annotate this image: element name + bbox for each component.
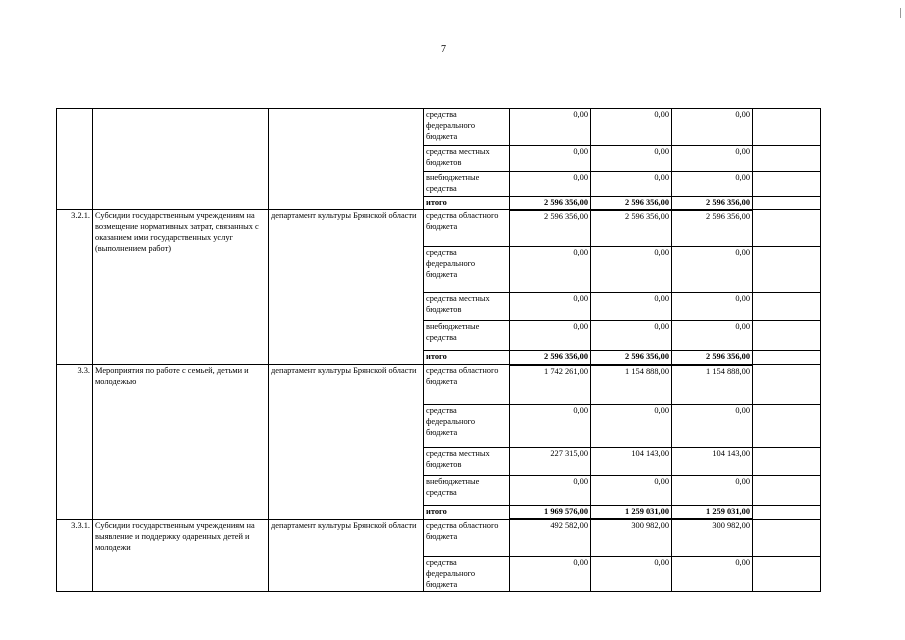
amount-year-1-cell: 2 596 356,00 [510, 210, 591, 247]
amount-year-2-cell: 1 259 031,00 [591, 506, 672, 519]
executor-cell [269, 109, 424, 210]
amount-year-3-cell: 2 596 356,00 [672, 351, 753, 365]
funding-source-cell: внебюджетные средства [424, 172, 510, 197]
table-row [57, 109, 821, 146]
empty-cell [753, 293, 821, 321]
amount-year-3-cell: 0,00 [672, 172, 753, 197]
amount-year-1-cell: 1 969 576,00 [510, 506, 591, 519]
funding-source-cell: средства областного бюджета [424, 519, 510, 556]
amount-year-1-cell: 2 596 356,00 [510, 351, 591, 365]
amount-year-1-cell: 0,00 [510, 293, 591, 321]
amount-year-1-cell: 2 596 356,00 [510, 197, 591, 210]
empty-cell [753, 519, 821, 556]
amount-year-3-cell: 0,00 [672, 146, 753, 172]
funding-source-cell: внебюджетные средства [424, 321, 510, 351]
funding-source-cell: средства местных бюджетов [424, 293, 510, 321]
amount-year-2-cell: 2 596 356,00 [591, 210, 672, 247]
amount-year-2-cell: 2 596 356,00 [591, 351, 672, 365]
funding-source-cell: средства федерального бюджета [424, 556, 510, 591]
page-edge-mark [900, 8, 901, 18]
executor-cell: департамент культуры Брянской области [269, 519, 424, 591]
empty-cell [753, 351, 821, 365]
amount-year-1-cell: 0,00 [510, 172, 591, 197]
amount-year-2-cell: 300 982,00 [591, 519, 672, 556]
amount-year-1-cell: 0,00 [510, 556, 591, 591]
funding-source-cell: средства федерального бюджета [424, 109, 510, 146]
empty-cell [753, 321, 821, 351]
funding-source-cell: средства местных бюджетов [424, 448, 510, 476]
funding-source-cell: средства местных бюджетов [424, 146, 510, 172]
empty-cell [753, 197, 821, 210]
funding-source-cell: средства областного бюджета [424, 365, 510, 405]
amount-year-3-cell: 104 143,00 [672, 448, 753, 476]
amount-year-1-cell: 0,00 [510, 146, 591, 172]
amount-year-3-cell: 0,00 [672, 405, 753, 448]
budget-table [56, 108, 821, 592]
funding-source-cell: средства федерального бюджета [424, 405, 510, 448]
amount-year-3-cell: 1 259 031,00 [672, 506, 753, 519]
executor-cell: департамент культуры Брянской области [269, 365, 424, 519]
empty-cell [753, 448, 821, 476]
empty-cell [753, 172, 821, 197]
amount-year-2-cell: 0,00 [591, 172, 672, 197]
funding-source-cell: средства федерального бюджета [424, 247, 510, 293]
amount-year-3-cell: 0,00 [672, 556, 753, 591]
amount-year-3-cell: 0,00 [672, 321, 753, 351]
empty-cell [753, 506, 821, 519]
row-number-cell: 3.3. [57, 365, 93, 519]
executor-cell: департамент культуры Брянской области [269, 210, 424, 365]
amount-year-3-cell: 0,00 [672, 109, 753, 146]
amount-year-1-cell: 0,00 [510, 109, 591, 146]
amount-year-2-cell: 0,00 [591, 405, 672, 448]
amount-year-2-cell: 1 154 888,00 [591, 365, 672, 405]
funding-source-cell: итого [424, 351, 510, 365]
amount-year-1-cell: 227 315,00 [510, 448, 591, 476]
funding-source-cell: средства областного бюджета [424, 210, 510, 247]
amount-year-1-cell: 0,00 [510, 247, 591, 293]
table-row [57, 210, 821, 247]
activity-name-cell [93, 109, 269, 210]
amount-year-2-cell: 104 143,00 [591, 448, 672, 476]
amount-year-3-cell: 2 596 356,00 [672, 197, 753, 210]
amount-year-3-cell: 1 154 888,00 [672, 365, 753, 405]
row-number-cell [57, 109, 93, 210]
activity-name-cell: Субсидии государственным учреждениям на возмещение нормативных затрат, связанных с оказанием ими государственных услуг (выполнением работ) [93, 210, 269, 365]
table-row [57, 365, 821, 405]
funding-source-cell: внебюджетные средства [424, 476, 510, 506]
amount-year-3-cell: 2 596 356,00 [672, 210, 753, 247]
amount-year-2-cell: 0,00 [591, 146, 672, 172]
amount-year-1-cell: 0,00 [510, 405, 591, 448]
row-number-cell: 3.3.1. [57, 519, 93, 591]
amount-year-2-cell: 0,00 [591, 556, 672, 591]
amount-year-2-cell: 0,00 [591, 109, 672, 146]
empty-cell [753, 109, 821, 146]
amount-year-2-cell: 2 596 356,00 [591, 197, 672, 210]
amount-year-3-cell: 0,00 [672, 247, 753, 293]
amount-year-1-cell: 492 582,00 [510, 519, 591, 556]
amount-year-1-cell: 0,00 [510, 476, 591, 506]
table-body [57, 109, 821, 592]
amount-year-2-cell: 0,00 [591, 476, 672, 506]
empty-cell [753, 556, 821, 591]
funding-source-cell: итого [424, 506, 510, 519]
activity-name-cell: Мероприятия по работе с семьей, детьми и молодежью [93, 365, 269, 519]
empty-cell [753, 210, 821, 247]
empty-cell [753, 405, 821, 448]
amount-year-2-cell: 0,00 [591, 293, 672, 321]
activity-name-cell: Субсидии государственным учреждениям на выявление и поддержку одаренных детей и молодежи [93, 519, 269, 591]
amount-year-1-cell: 1 742 261,00 [510, 365, 591, 405]
amount-year-3-cell: 0,00 [672, 476, 753, 506]
amount-year-3-cell: 300 982,00 [672, 519, 753, 556]
empty-cell [753, 365, 821, 405]
empty-cell [753, 146, 821, 172]
row-number-cell: 3.2.1. [57, 210, 93, 365]
amount-year-2-cell: 0,00 [591, 247, 672, 293]
amount-year-3-cell: 0,00 [672, 293, 753, 321]
amount-year-1-cell: 0,00 [510, 321, 591, 351]
empty-cell [753, 476, 821, 506]
funding-source-cell: итого [424, 197, 510, 210]
empty-cell [753, 247, 821, 293]
amount-year-2-cell: 0,00 [591, 321, 672, 351]
page-number: 7 [441, 44, 446, 55]
table-row [57, 519, 821, 556]
